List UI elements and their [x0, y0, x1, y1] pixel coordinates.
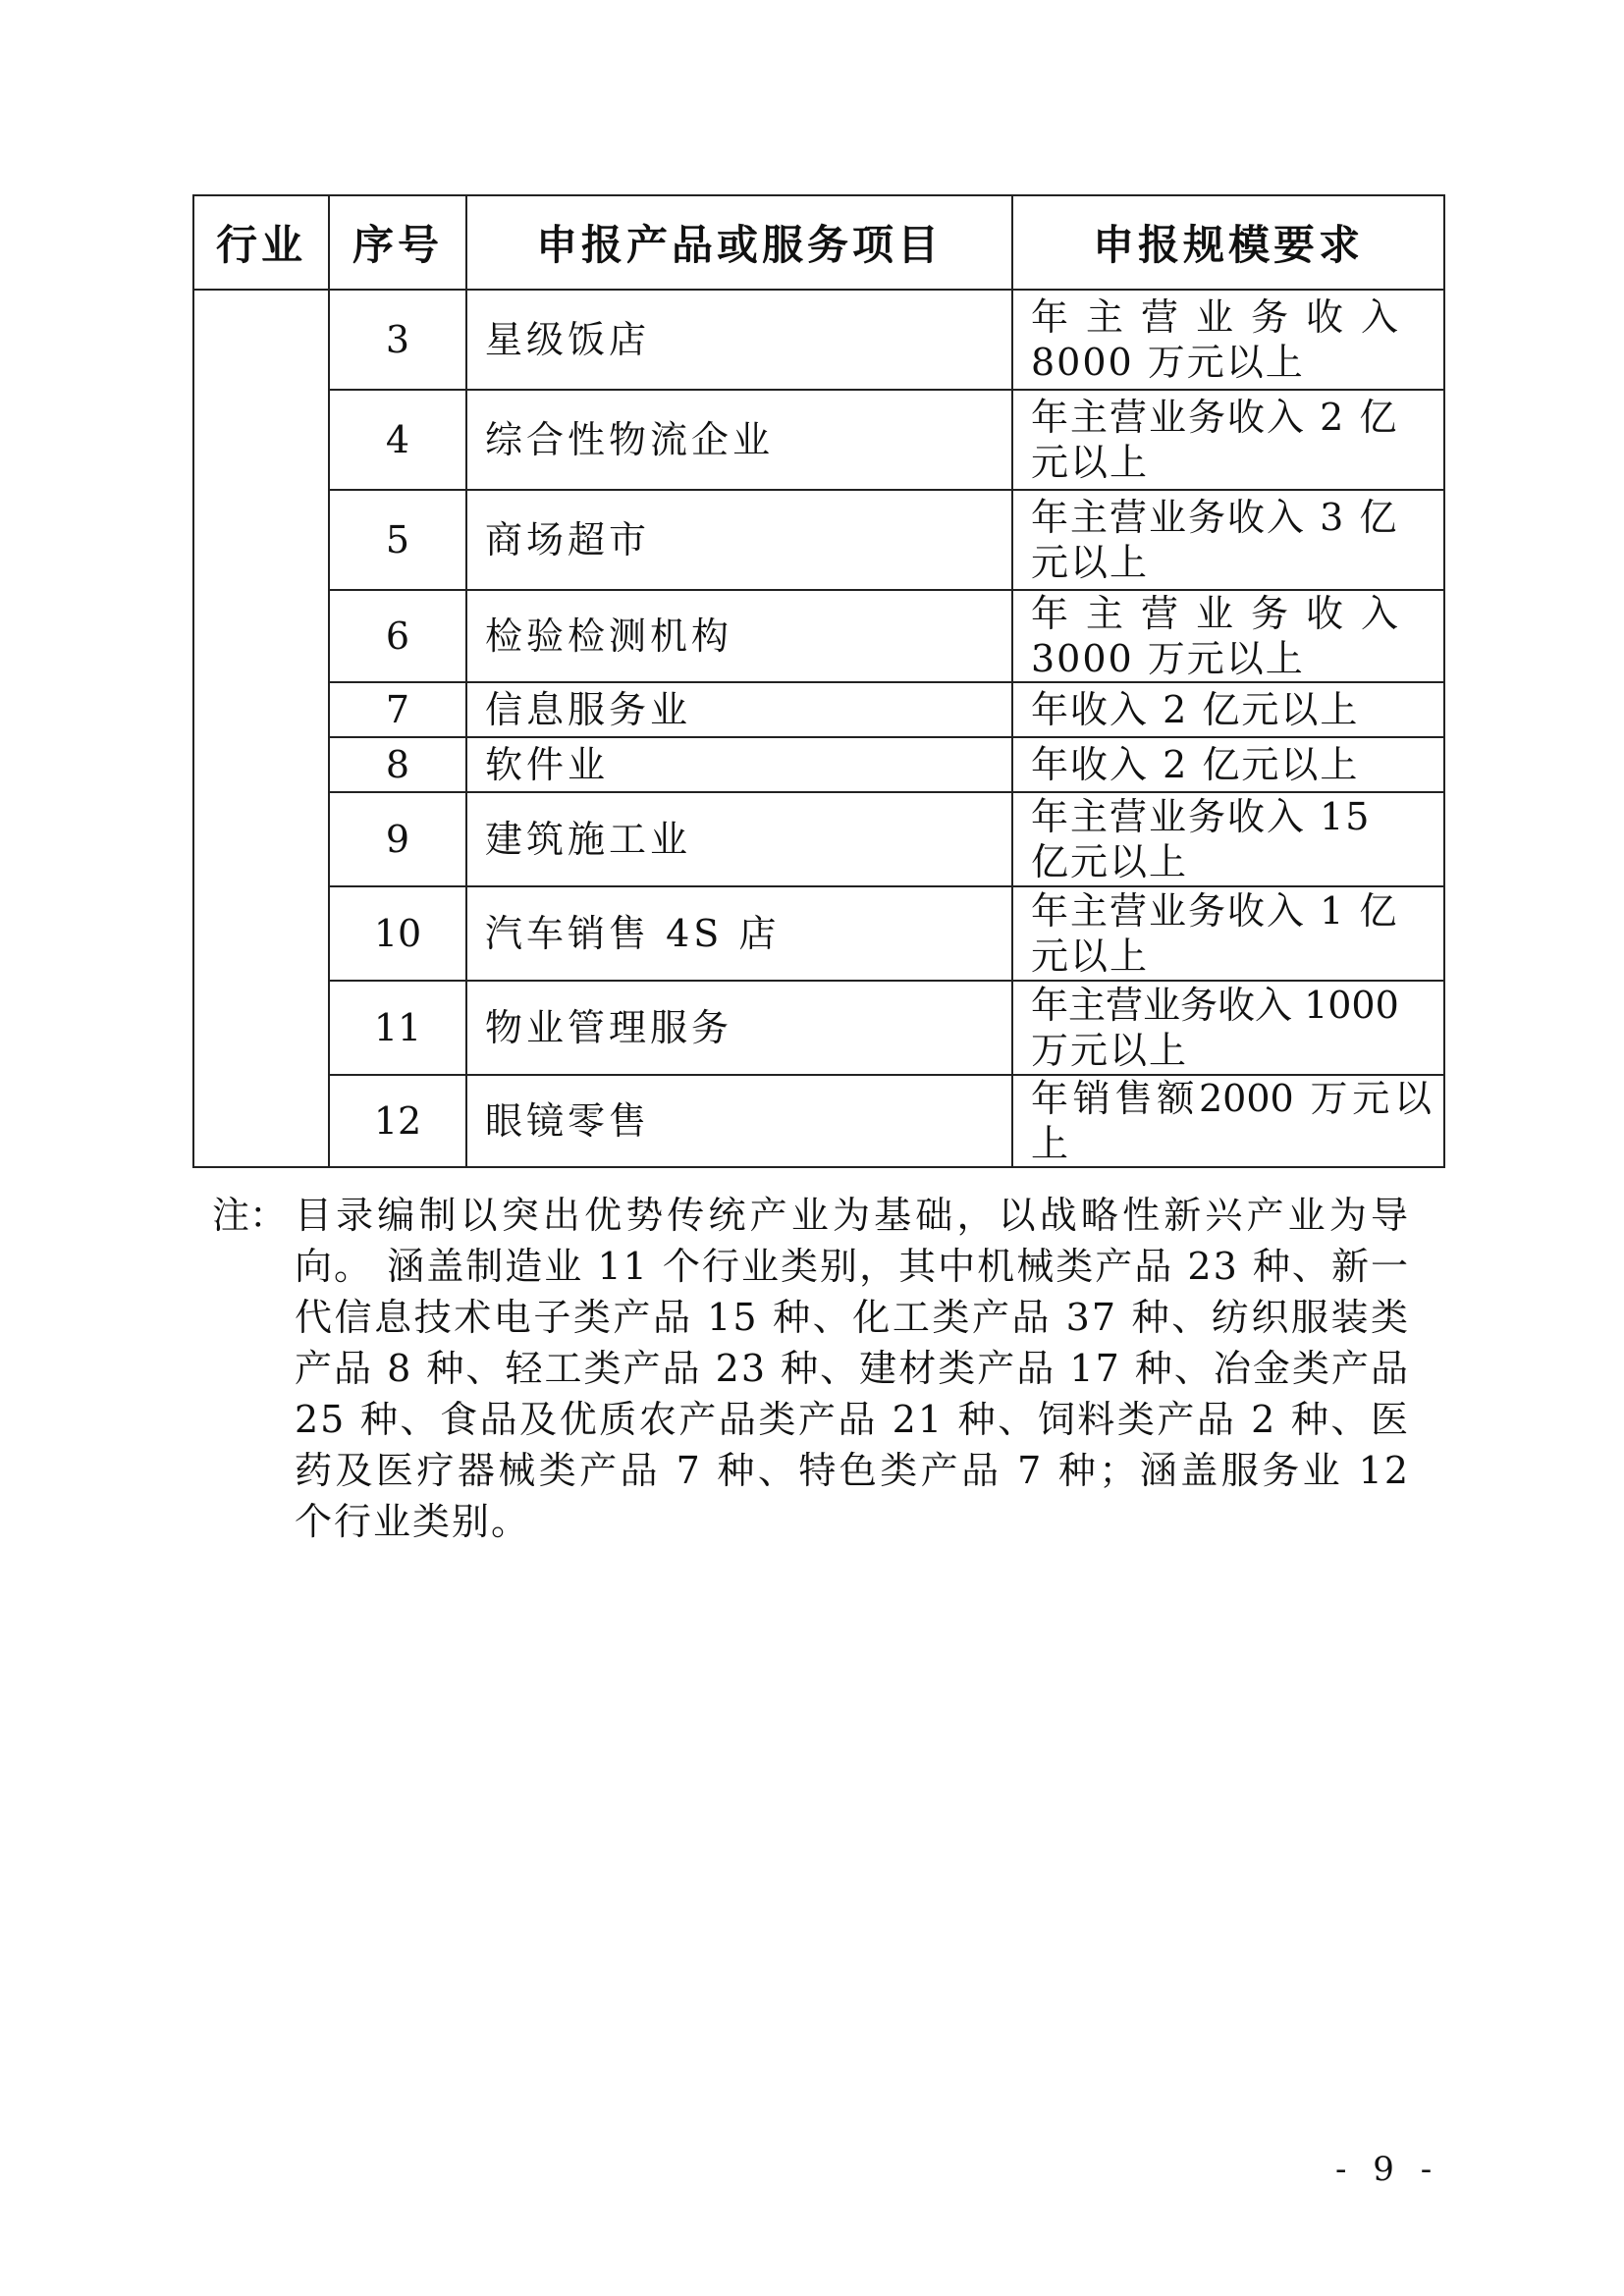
requirement-line: 元以上 [1031, 934, 1150, 978]
table-note [212, 1190, 1410, 1547]
page-number: - 9 - [1335, 2150, 1440, 2189]
header-seq: 序号 [329, 195, 466, 290]
row-seq: 8 [329, 737, 466, 792]
header-item: 申报产品或服务项目 [466, 195, 1012, 290]
row-requirement: 年收入 2 亿元以上 [1012, 682, 1444, 737]
requirement-line: 元以上 [1031, 441, 1150, 484]
note-text: 目录编制以突出优势传统产业为基础，以战略性新兴产业为导向。 涵盖制造业 11 个行业类别，其中机械类产品 23 种、新一代信息技术电子类产品 15 种、化工类产品 37 种、纺织服装类产品 8 种、轻工类产品 23 种、建材类产品 17 种、冶金类产品 25 种、食品及优质农产品类产品 21 种、饲料类产品 2 种、医药及医疗器械类产品 7 种、特色类产品 7 种；涵盖服务业 12 个行业类别。 [295, 1194, 1410, 1543]
requirement-line: 亿元以上 [1031, 840, 1189, 883]
table-row [193, 886, 1444, 981]
note-label: 注： [212, 1194, 288, 1237]
row-seq: 9 [329, 792, 466, 886]
requirement-line: 年主营业务收入 2 亿 [1031, 396, 1399, 439]
header-requirement: 申报规模要求 [1012, 195, 1444, 290]
table-row [193, 737, 1444, 792]
row-requirement [1012, 290, 1444, 390]
row-requirement: 年销售额2000 万元以上 [1012, 1075, 1444, 1167]
row-item: 汽车销售 4S 店 [466, 886, 1012, 981]
requirement-line: 年主营业务收入 3 亿 [1031, 496, 1399, 539]
row-seq: 11 [329, 981, 466, 1075]
requirement-line: 年主营业务收入 1000 [1031, 984, 1399, 1027]
requirement-line: 万元以上 [1031, 1029, 1189, 1072]
table-header-row [193, 195, 1444, 290]
row-requirement [1012, 886, 1444, 981]
requirement-line: 8000 万元以上 [1031, 341, 1305, 384]
row-seq: 5 [329, 490, 466, 590]
table-row [193, 792, 1444, 886]
row-seq: 10 [329, 886, 466, 981]
table-row [193, 682, 1444, 737]
row-seq: 4 [329, 390, 466, 490]
requirement-line: 年主营业务收入 [1031, 295, 1417, 339]
row-item: 物业管理服务 [466, 981, 1012, 1075]
header-industry: 行业 [193, 195, 329, 290]
catalog-table [192, 194, 1445, 1168]
table-row [193, 390, 1444, 490]
row-seq: 7 [329, 682, 466, 737]
row-item: 眼镜零售 [466, 1075, 1012, 1167]
row-requirement [1012, 590, 1444, 682]
row-requirement [1012, 792, 1444, 886]
table-row [193, 490, 1444, 590]
row-requirement [1012, 490, 1444, 590]
table-row [193, 1075, 1444, 1167]
row-requirement: 年收入 2 亿元以上 [1012, 737, 1444, 792]
row-item: 综合性物流企业 [466, 390, 1012, 490]
row-requirement [1012, 390, 1444, 490]
row-item: 商场超市 [466, 490, 1012, 590]
row-requirement [1012, 981, 1444, 1075]
requirement-line: 元以上 [1031, 541, 1150, 584]
row-item: 信息服务业 [466, 682, 1012, 737]
row-item: 星级饭店 [466, 290, 1012, 390]
industry-cell [193, 290, 329, 1167]
requirement-line: 年主营业务收入 15 [1031, 795, 1372, 838]
row-item: 检验检测机构 [466, 590, 1012, 682]
row-seq: 3 [329, 290, 466, 390]
row-seq: 6 [329, 590, 466, 682]
row-item: 软件业 [466, 737, 1012, 792]
row-seq: 12 [329, 1075, 466, 1167]
table-row [193, 290, 1444, 390]
table-row [193, 590, 1444, 682]
requirement-line: 年主营业务收入 [1031, 592, 1417, 635]
requirement-line: 3000 万元以上 [1031, 637, 1305, 680]
table-row [193, 981, 1444, 1075]
row-item: 建筑施工业 [466, 792, 1012, 886]
requirement-line: 年主营业务收入 1 亿 [1031, 889, 1399, 933]
